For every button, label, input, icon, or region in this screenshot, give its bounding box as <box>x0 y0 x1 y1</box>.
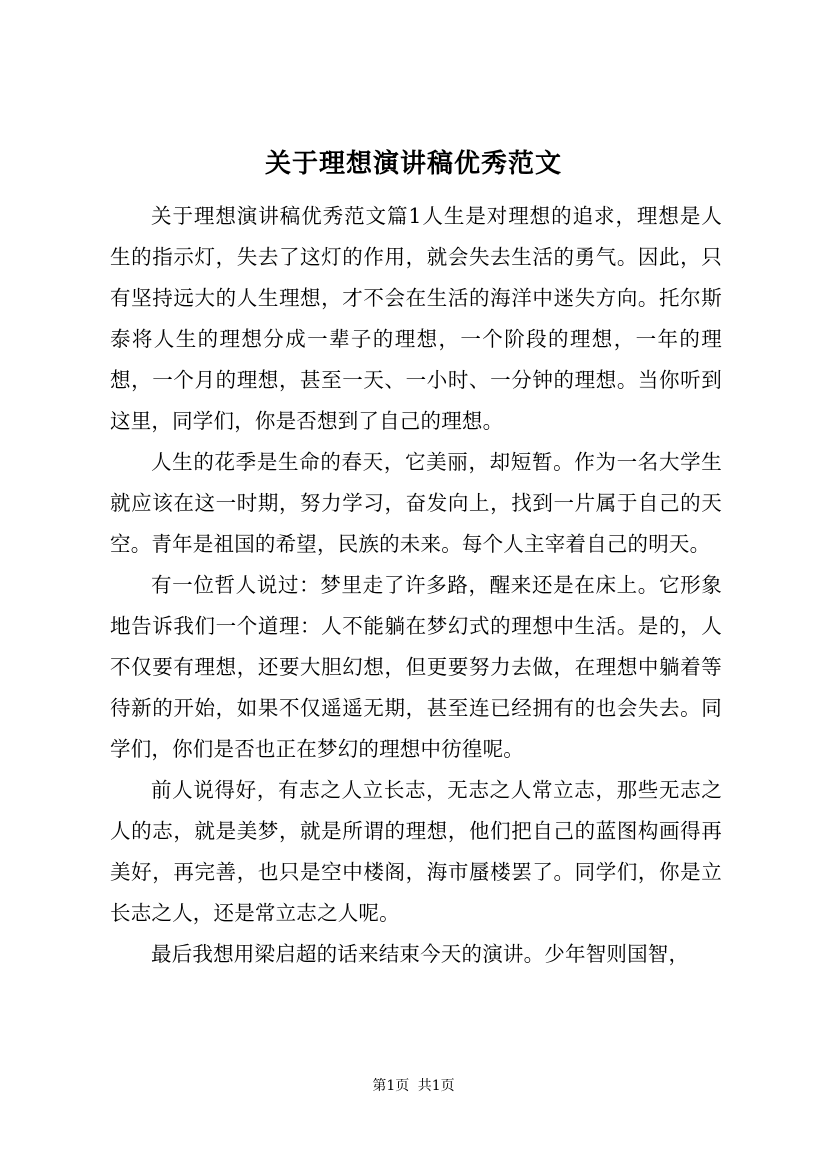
page-number: 第1页 <box>372 1078 410 1094</box>
paragraph-5: 最后我想用梁启超的话来结束今天的演讲。少年智则国智， <box>151 942 690 966</box>
document-title: 关于理想演讲稿优秀范文 <box>264 149 562 179</box>
paragraph-3: 有一位哲人说过：梦里走了许多路，醒来还是在床上。它形象地告诉我们一个道理：人不能躺在梦幻式的理想中生活。是的，人不仅要有理想，还要大胆幻想，但更要努力去做，在理想中躺着等待新的开始，如果不仅遥遥无期，甚至连已经拥有的也会失去。同学们，你们是否也正在梦幻的理想中彷徨呢。 <box>110 573 722 761</box>
paragraph-4: 前人说得好，有志之人立长志，无志之人常立志，那些无志之人的志，就是美梦，就是所谓的理想，他们把自己的蓝图构画得再美好，再完善，也只是空中楼阁，海市蜃楼罢了。同学们，你是立长志之人，还是常立志之人呢。 <box>110 778 722 925</box>
paragraph-1: 关于理想演讲稿优秀范文篇1人生是对理想的追求，理想是人生的指示灯，失去了这灯的作用，就会失去生活的勇气。因此，只有坚持远大的人生理想，才不会在生活的海洋中迷失方向。托尔斯泰将人生的理想分成一辈子的理想，一个阶段的理想，一年的理想，一个月的理想，甚至一天、一小时、一分钟的理想。当你听到这里，同学们，你是否想到了自己的理想。 <box>110 204 722 433</box>
document-body <box>110 196 722 975</box>
paragraph-2: 人生的花季是生命的春天，它美丽，却短暂。作为一名大学生就应该在这一时期，努力学习，奋发向上，找到一片属于自己的天空。青年是祖国的希望，民族的未来。每个人主宰着自己的明天。 <box>110 450 722 556</box>
page-footer <box>0 1076 827 1096</box>
page-total: 共1页 <box>417 1078 455 1094</box>
